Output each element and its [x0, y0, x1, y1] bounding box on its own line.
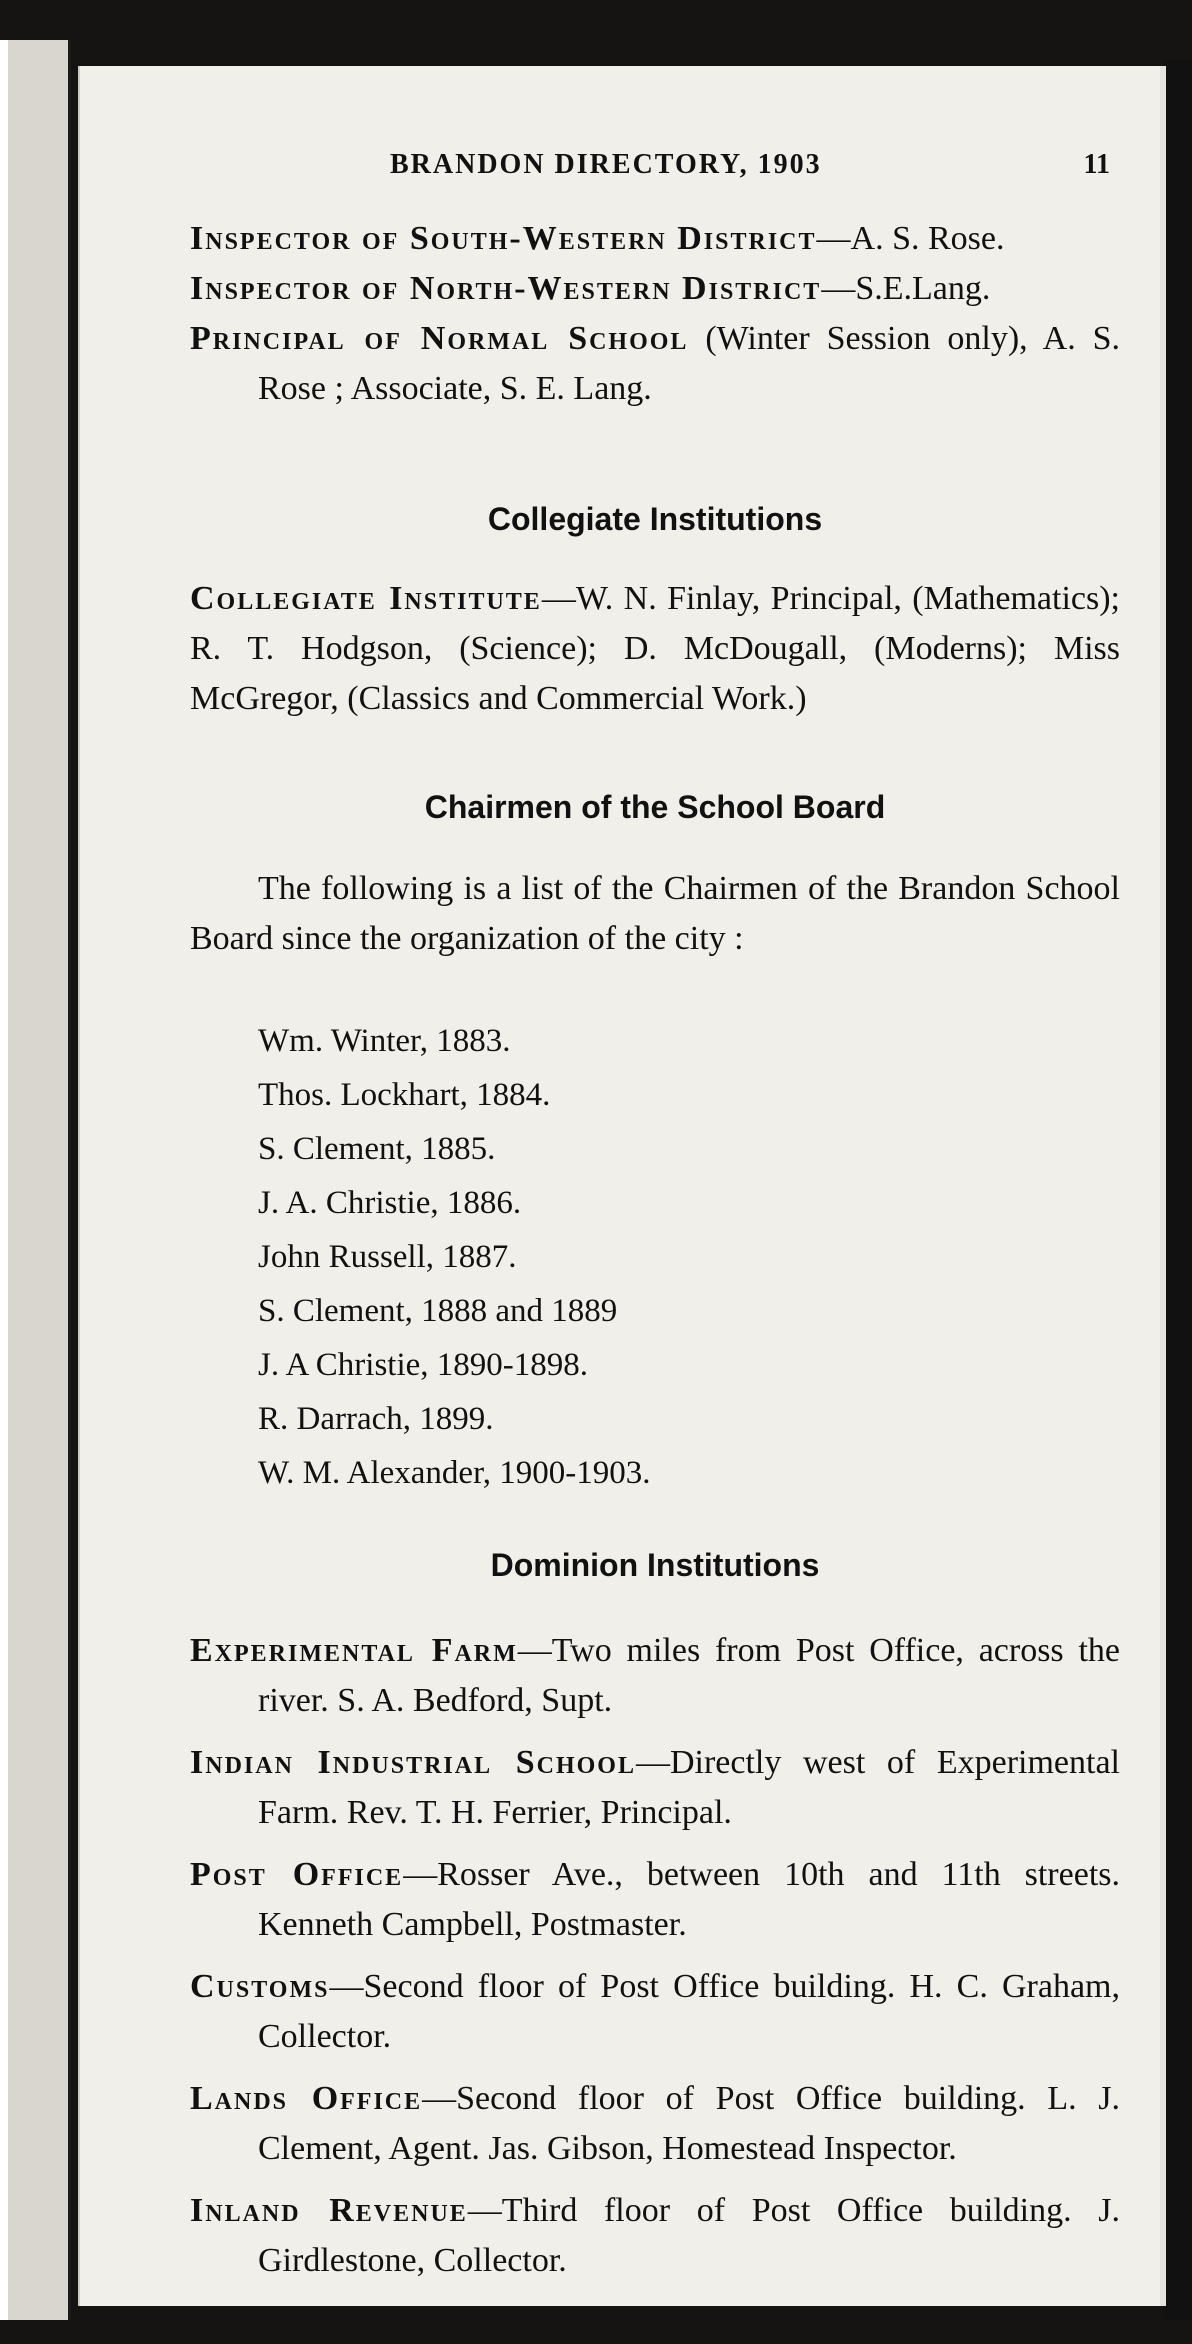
entry-text: —S.E.Lang. [821, 270, 991, 307]
section-heading-collegiate: Collegiate Institutions [487, 501, 823, 537]
entry-text: (Winter Session only), A. S. Rose ; Associate, S. E. Lang. [258, 320, 1120, 407]
entry-lead: Customs [190, 1968, 330, 2005]
section-heading-dominion: Dominion Institutions [490, 1547, 820, 1583]
left-page-edge [0, 40, 71, 2320]
dominion-entry [190, 2074, 1120, 2174]
running-title: BRANDON DIRECTORY, 1903 [390, 149, 822, 180]
dominion-entry [190, 1738, 1120, 1838]
entry-lead: Experimental Farm [190, 1632, 518, 1669]
list-item: S. Clement, 1888 and 1889 [258, 1293, 618, 1329]
section-heading-chairmen: Chairmen of the School Board [424, 789, 886, 825]
page-number: 11 [1083, 149, 1110, 180]
entry-lead: Collegiate Institute [190, 580, 542, 617]
entry-text: —Rosser Ave., between 10th and 11th streets. Kenneth Campbell, Postmaster. [258, 1856, 1120, 1943]
entry-lead: Inspector of North-Western District [190, 270, 822, 307]
entry-text: —W. N. Finlay, Principal, (Mathematics); R. T. Hodgson, (Science); D. McDougall, (Moderns); Miss McGregor, (Classics and Commercial Work.) [190, 580, 1120, 717]
entry-text: —Two miles from Post Office, across the river. S. A. Bedford, Supt. [258, 1632, 1120, 1719]
collegiate-entry [190, 574, 1120, 724]
list-item: R. Darrach, 1899. [258, 1401, 494, 1437]
collegiate-section [190, 574, 1120, 724]
list-item: John Russell, 1887. [258, 1239, 517, 1275]
dominion-section [190, 1626, 1120, 2286]
entry-text: —Directly west of Experimental Farm. Rev. T. H. Ferrier, Principal. [258, 1744, 1120, 1831]
left-page-margin [0, 40, 8, 2320]
list-item: Thos. Lockhart, 1884. [258, 1077, 551, 1113]
inspector-entry [190, 264, 1120, 314]
list-item: W. M. Alexander, 1900-1903. [258, 1455, 651, 1491]
entry-text: —Second floor of Post Office building. L. J. Clement, Agent. Jas. Gibson, Homestead Inspector. [258, 2080, 1120, 2167]
inspector-entry [190, 214, 1120, 264]
binding-edge [1164, 60, 1192, 2320]
dominion-entry [190, 1626, 1120, 1726]
directory-page [78, 66, 1166, 2306]
list-item: J. A Christie, 1890-1898. [258, 1347, 589, 1383]
entry-lead: Indian Industrial School [190, 1744, 636, 1781]
entry-lead: Inspector of South-Western District [190, 220, 817, 257]
entry-lead: Inland Revenue [190, 2192, 468, 2229]
entry-lead: Lands Office [190, 2080, 423, 2117]
entry-text: —Second floor of Post Office building. H. C. Graham, Collector. [258, 1968, 1120, 2055]
chairmen-list [258, 1014, 651, 1500]
list-item: J. A. Christie, 1886. [258, 1185, 522, 1221]
list-item: S. Clement, 1885. [258, 1131, 496, 1167]
entry-lead: Post Office [190, 1856, 404, 1893]
inspector-entry [190, 314, 1120, 414]
entry-text: —Third floor of Post Office building. J. Girdlestone, Collector. [258, 2192, 1121, 2279]
entry-lead: Principal of Normal School [190, 320, 689, 357]
running-head [190, 140, 1120, 190]
inspectors-section [190, 214, 1120, 414]
dominion-entry [190, 1962, 1120, 2062]
entry-text: —A. S. Rose. [816, 220, 1005, 257]
dominion-entry [190, 2186, 1120, 2286]
dominion-entry [190, 1850, 1120, 1950]
chairmen-intro [190, 864, 1120, 964]
list-item: Wm. Winter, 1883. [258, 1023, 511, 1059]
chairmen-intro-text: The following is a list of the Chairmen of the Brandon School Board since the organization of the city : [190, 870, 1120, 957]
